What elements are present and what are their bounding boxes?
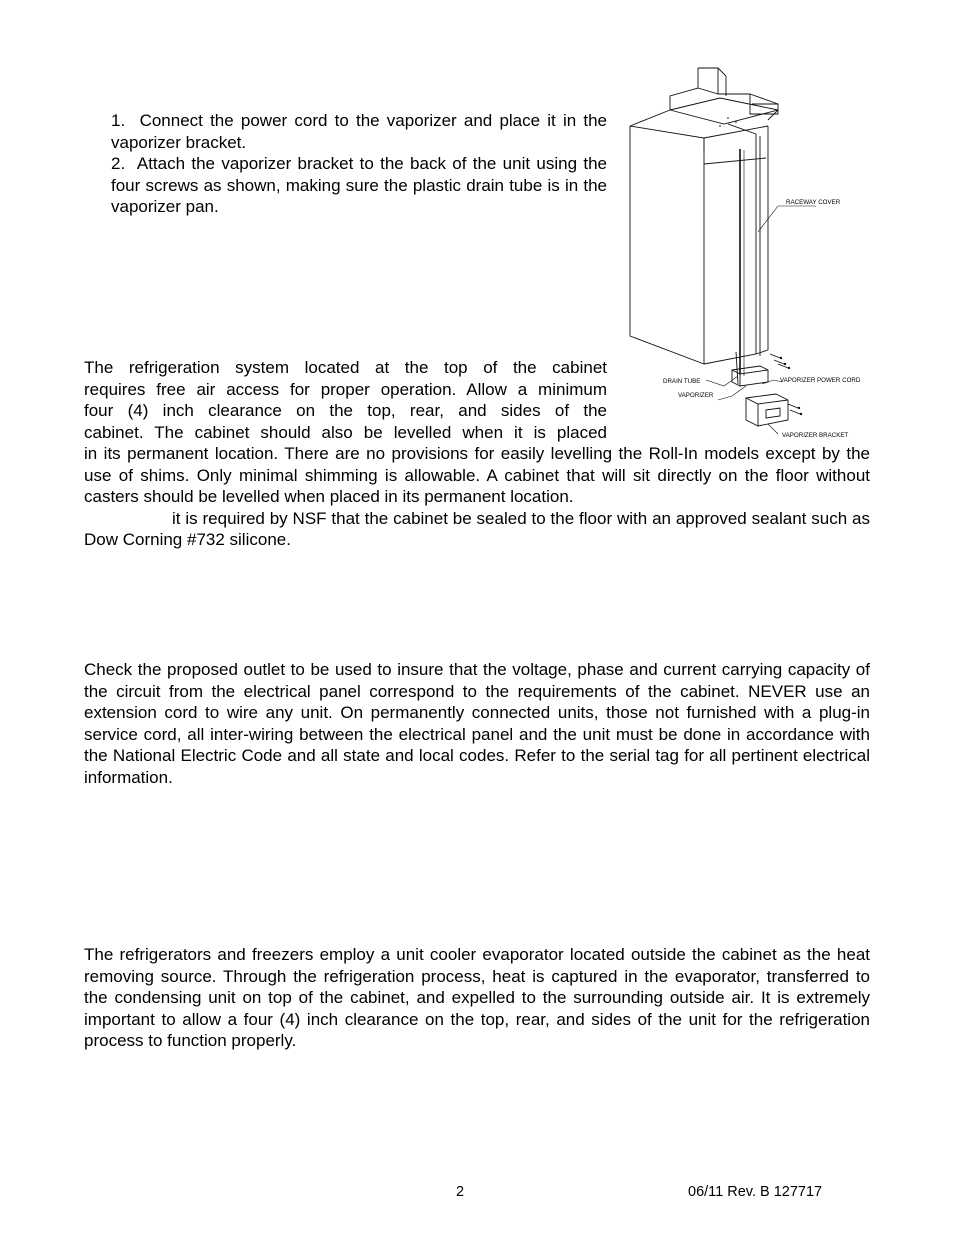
step-1-text: Connect the power cord to the vaporizer and place it in the vaporizer bracket. <box>111 111 607 152</box>
clearance-line-3: four (4) inch clearance on the top, rear, and sides of the <box>84 401 607 421</box>
document-revision: 06/11 Rev. B 127717 <box>688 1184 823 1200</box>
electrical-paragraph: Check the proposed outlet to be used to insure that the voltage, phase and current carrying capacity of the circuit from the electrical panel correspond to the requirements of the cabinet. NEVER use an extension cord to wire any unit. On permanently connected units, those not furnished with a plug-in service cord, all inter-wiring between the electrical panel and the unit must be done in accordance with the National Electric Code and all state and local codes. Refer to the serial tag for all pertinent electrical information. <box>84 660 870 787</box>
label-vaporizer-bracket: VAPORIZER BRACKET <box>782 432 849 439</box>
clearance-line-4: cabinet. The cabinet should also be levelled when it is placed <box>84 422 607 442</box>
nsf-sealant-note <box>84 508 870 551</box>
clearance-line-1: The refrigeration system located at the top of the cabinet <box>84 358 607 377</box>
label-raceway-cover: RACEWAY COVER <box>786 199 841 206</box>
levelling-text: in its permanent location. There are no provisions for easily levelling the Roll-In models except by the use of shims. Only minimal shimming is allowable. A cabinet that will sit directly on the floor without casters should be levelled when placed in its permanent location. <box>84 444 870 507</box>
operation-paragraph: The refrigerators and freezers employ a unit cooler evaporator located outside the cabinet as the heat removing source. Through the refrigeration process, heat is captured in the evaporator, transferred to the condensing unit on top of the cabinet, and expelled to the surrounding outside air. It is extremely important to allow a four (4) inch clearance on the top, rear, and sides of the unit for the refrigeration process to function properly. <box>84 945 870 1051</box>
step-2-text: Attach the vaporizer bracket to the back of the unit using the four screws as shown, making sure the plastic drain tube is in the vaporizer pan. <box>111 154 607 217</box>
step-1 <box>111 110 607 153</box>
cabinet-diagram <box>628 64 878 444</box>
page-number: 2 <box>456 1184 465 1200</box>
step-2-number: 2. <box>111 154 126 174</box>
clearance-paragraph-rest <box>84 443 870 551</box>
nsf-sealant-text: it is required by NSF that the cabinet be sealed to the floor with an approved sealant such as Dow Corning #732 silicone. <box>84 508 870 550</box>
label-vaporizer-power-cord: VAPORIZER POWER CORD <box>780 377 861 384</box>
vaporizer-installation-figure <box>628 64 878 444</box>
installation-steps <box>111 110 607 218</box>
step-1-number: 1. <box>111 111 126 130</box>
label-drain-tube: DRAIN TUBE <box>663 378 701 385</box>
clearance-paragraph-top <box>84 357 607 443</box>
label-vaporizer: VAPORIZER <box>678 392 714 399</box>
step-2 <box>111 153 607 218</box>
clearance-line-2: requires free air access for proper operation. Allow a minimum <box>84 379 607 399</box>
